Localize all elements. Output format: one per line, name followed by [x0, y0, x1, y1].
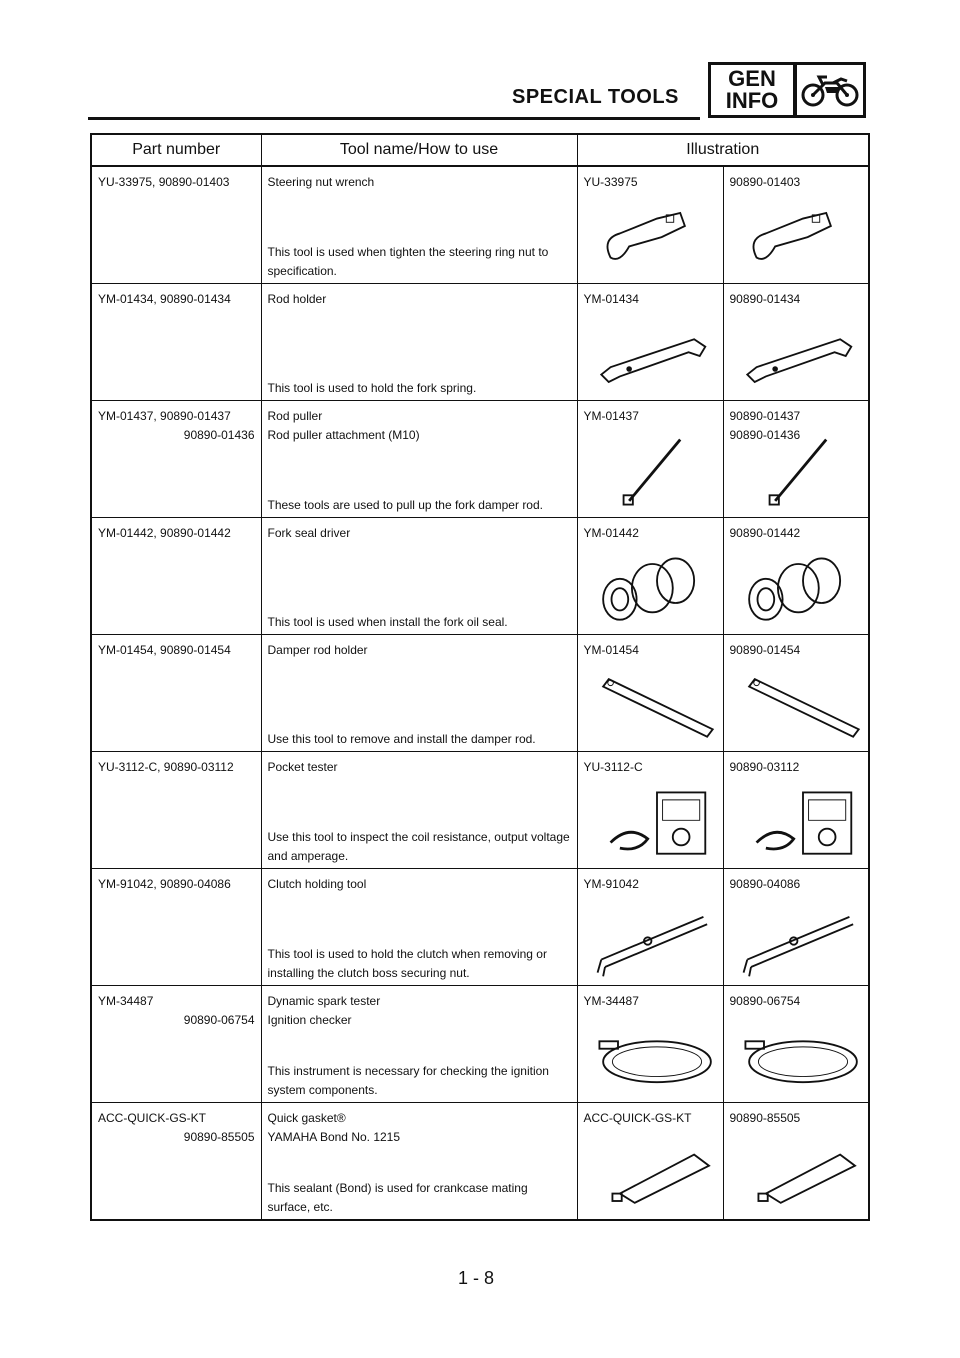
pocket-tester-icon [738, 786, 868, 862]
tool-cell [261, 401, 577, 518]
page-title: SPECIAL TOOLS [512, 86, 679, 108]
part-number-cell [91, 869, 261, 986]
illustration-cell [723, 635, 869, 752]
part-number: YU-3112-C, 90890-03112 [98, 760, 234, 774]
part-number: YM-01437, 90890-01437 [98, 409, 231, 423]
tool-cell [261, 518, 577, 635]
table-row [91, 869, 869, 986]
header-rule [88, 117, 700, 120]
illustration-cell [577, 986, 723, 1103]
tool-name: Damper rod holder [267, 643, 368, 657]
damper-rod-holder-icon [738, 669, 868, 745]
part-number: YM-91042, 90890-04086 [98, 877, 231, 891]
tool-name: Rod puller [267, 409, 323, 423]
tool-description: This tool is used when tighten the steering ring nut to specification. [267, 245, 549, 278]
illustration-cell [577, 1103, 723, 1221]
illustration-cell [723, 1103, 869, 1221]
section-badge [708, 62, 796, 118]
tool-description: Use this tool to remove and install the damper rod. [267, 732, 536, 746]
spark-tester-icon [592, 1020, 722, 1096]
tool-cell [261, 166, 577, 284]
tool-cell [261, 752, 577, 869]
tool-cell [261, 635, 577, 752]
illustration-cell [723, 869, 869, 986]
part-number-cell [91, 635, 261, 752]
table-row [91, 635, 869, 752]
steering-nut-wrench-icon [738, 201, 868, 277]
part-number: YM-01442, 90890-01442 [98, 526, 231, 540]
illustration-label: YM-34487 [583, 994, 639, 1008]
motorcycle-icon [794, 62, 866, 118]
illustration-cell [577, 752, 723, 869]
table-row [91, 166, 869, 284]
fork-seal-driver-icon [738, 552, 868, 628]
clutch-holding-tool-icon [592, 903, 722, 979]
table-row [91, 284, 869, 401]
illustration-label: YM-01437 [583, 409, 639, 423]
part-number: YM-34487 [98, 994, 154, 1008]
tool-description: This tool is used when install the fork oil seal. [267, 615, 508, 629]
table-row [91, 401, 869, 518]
tool-name: Clutch holding tool [267, 877, 367, 891]
illustration-label: YU-3112-C [583, 760, 643, 774]
part-number-cell [91, 1103, 261, 1221]
tool-description: This sealant (Bond) is used for crankcase mating surface, etc. [267, 1181, 528, 1214]
illustration-label: 90890-01434 [729, 292, 801, 306]
illustration-cell [577, 401, 723, 518]
illustration-label: YM-01454 [583, 643, 639, 657]
illustration-label: ACC-QUICK-GS-KT [583, 1111, 692, 1125]
tool-description: Use this tool to inspect the coil resistance, output voltage and amperage. [267, 830, 570, 863]
illustration-cell [577, 869, 723, 986]
badge-line2: INFO [725, 88, 779, 113]
tool-description: This instrument is necessary for checking the ignition system components. [267, 1064, 549, 1097]
illustration-cell [723, 284, 869, 401]
illustration-label: YM-91042 [583, 877, 639, 891]
part-number-alt: 90890-85505 [183, 1130, 255, 1144]
clutch-holding-tool-icon [738, 903, 868, 979]
illustration-label: 90890-03112 [729, 760, 800, 774]
illustration-cell [577, 284, 723, 401]
tool-cell [261, 986, 577, 1103]
badge-line1: GEN [728, 66, 776, 91]
illustration-cell [577, 166, 723, 284]
part-number-cell [91, 752, 261, 869]
tool-cell [261, 869, 577, 986]
tool-description: These tools are used to pull up the fork damper rod. [267, 498, 543, 512]
column-header: Illustration [577, 134, 869, 166]
part-number-cell [91, 518, 261, 635]
table-row [91, 752, 869, 869]
illustration-cell [723, 752, 869, 869]
tool-name: Rod holder [267, 292, 327, 306]
table-header-row [91, 134, 869, 166]
sealant-tube-icon [738, 1137, 868, 1213]
illustration-cell [723, 401, 869, 518]
table-row [91, 1103, 869, 1221]
special-tools-table [90, 133, 870, 1221]
tool-description: This tool is used to hold the fork spring. [267, 381, 477, 395]
illustration-label: 90890-04086 [729, 877, 801, 891]
part-number-cell [91, 986, 261, 1103]
part-number: YM-01434, 90890-01434 [98, 292, 231, 306]
rod-holder-icon [738, 318, 868, 394]
illustration-label: 90890-01437 [729, 409, 801, 423]
rod-puller-icon [592, 435, 722, 511]
table-row [91, 986, 869, 1103]
illustration-label: 90890-01403 [729, 175, 801, 189]
tool-cell [261, 284, 577, 401]
tool-name: Dynamic spark tester [267, 994, 381, 1008]
illustration-label: 90890-01436 [729, 428, 801, 442]
tool-description: This tool is used to hold the clutch when removing or installing the clutch boss securing nut. [267, 947, 547, 980]
column-header: Tool name/How to use [261, 134, 577, 166]
rod-puller-icon [738, 435, 868, 511]
illustration-cell [723, 986, 869, 1103]
illustration-label: 90890-85505 [729, 1111, 801, 1125]
column-header: Part number [91, 134, 261, 166]
illustration-cell [723, 166, 869, 284]
tool-name-secondary: Rod puller attachment (M10) [267, 428, 420, 442]
damper-rod-holder-icon [592, 669, 722, 745]
tool-name: Pocket tester [267, 760, 338, 774]
tool-cell [261, 1103, 577, 1221]
illustration-label: YM-01442 [583, 526, 639, 540]
illustration-label: 90890-06754 [729, 994, 801, 1008]
table-row [91, 518, 869, 635]
tool-name: Steering nut wrench [267, 175, 375, 189]
part-number-alt: 90890-01436 [183, 428, 255, 442]
illustration-cell [577, 518, 723, 635]
tool-name: Fork seal driver [267, 526, 351, 540]
rod-holder-icon [592, 318, 722, 394]
page-number: 1 - 8 [458, 1268, 495, 1288]
tool-name-secondary: YAMAHA Bond No. 1215 [267, 1130, 401, 1144]
tool-name-secondary: Ignition checker [267, 1013, 352, 1027]
part-number: YM-01454, 90890-01454 [98, 643, 231, 657]
illustration-label: YU-33975 [583, 175, 638, 189]
illustration-cell [577, 635, 723, 752]
fork-seal-driver-icon [592, 552, 722, 628]
part-number: ACC-QUICK-GS-KT [98, 1111, 206, 1125]
pocket-tester-icon [592, 786, 722, 862]
sealant-tube-icon [592, 1137, 722, 1213]
spark-tester-icon [738, 1020, 868, 1096]
part-number-cell [91, 401, 261, 518]
illustration-label: YM-01434 [583, 292, 639, 306]
part-number-alt: 90890-06754 [183, 1013, 255, 1027]
part-number-cell [91, 284, 261, 401]
illustration-cell [723, 518, 869, 635]
tool-name: Quick gasket® [267, 1111, 346, 1125]
illustration-label: 90890-01454 [729, 643, 801, 657]
illustration-label: 90890-01442 [729, 526, 801, 540]
part-number-cell [91, 166, 261, 284]
steering-nut-wrench-icon [592, 201, 722, 277]
part-number: YU-33975, 90890-01403 [98, 175, 230, 189]
